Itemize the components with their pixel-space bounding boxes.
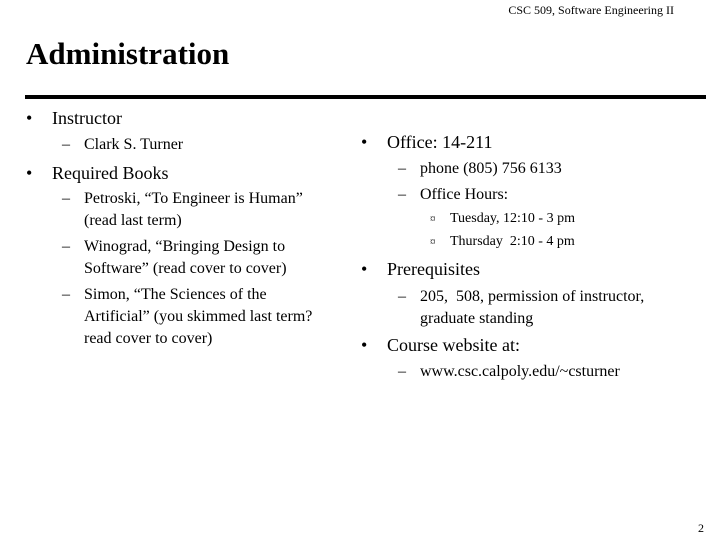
hours-text: Tuesday, 12:10 - 3 pm [450, 211, 575, 226]
slide-title: Administration [26, 36, 230, 71]
hours-entry [430, 211, 575, 227]
slide-header: CSC 509, Software Engineering II [508, 3, 674, 17]
dash-icon: – [62, 286, 70, 303]
title-divider [25, 95, 706, 99]
website-url-item [398, 363, 620, 381]
website-label: Course website at: [387, 335, 520, 355]
dash-icon: – [62, 136, 70, 153]
book-line: Artificial” (you skimmed last term? [84, 308, 313, 325]
bullet-icon: • [361, 259, 368, 279]
bullet-icon: • [26, 163, 33, 183]
prereq-label: Prerequisites [387, 259, 480, 279]
bullet-icon: • [361, 132, 368, 152]
page-number: 2 [698, 521, 704, 535]
book-line: Simon, “The Sciences of the [84, 286, 267, 303]
dash-icon: – [62, 238, 70, 255]
books-item [26, 163, 169, 184]
book-item [62, 236, 287, 280]
instructor-item [26, 108, 122, 129]
website-url: www.csc.calpoly.edu/~csturner [420, 363, 620, 380]
office-hours-label: Office Hours: [420, 186, 509, 203]
hours-text: Thursday 2:10 - 4 pm [450, 234, 575, 249]
prereq-detail [398, 286, 644, 330]
book-line: (read last term) [84, 212, 182, 229]
prereq-item [361, 259, 480, 280]
instructor-label: Instructor [52, 108, 122, 128]
book-line: Petroski, “To Engineer is Human” [84, 190, 303, 207]
square-bullet-icon: ¤ [430, 213, 436, 225]
dash-icon: – [398, 186, 406, 203]
prereq-line: graduate standing [420, 310, 534, 327]
hours-entry [430, 234, 575, 250]
square-bullet-icon: ¤ [430, 236, 436, 248]
instructor-name: Clark S. Turner [84, 136, 184, 153]
prereq-line: 205, 508, permission of instructor, [420, 288, 645, 305]
book-line: Software” (read cover to cover) [84, 260, 287, 277]
books-label: Required Books [52, 163, 169, 183]
office-label: Office: 14-211 [387, 132, 493, 152]
instructor-name-item [62, 136, 183, 154]
office-item [361, 132, 492, 153]
book-item [62, 284, 312, 350]
book-line: Winograd, “Bringing Design to [84, 238, 286, 255]
website-item [361, 335, 520, 356]
bullet-icon: • [361, 335, 368, 355]
dash-icon: – [62, 190, 70, 207]
dash-icon: – [398, 288, 406, 305]
phone-item [398, 160, 562, 178]
office-hours-item [398, 186, 508, 204]
dash-icon: – [398, 363, 406, 380]
phone-text: phone (805) 756 6133 [420, 160, 562, 177]
bullet-icon: • [26, 108, 33, 128]
book-line: read cover to cover) [84, 330, 213, 347]
book-item [62, 188, 303, 232]
dash-icon: – [398, 160, 406, 177]
